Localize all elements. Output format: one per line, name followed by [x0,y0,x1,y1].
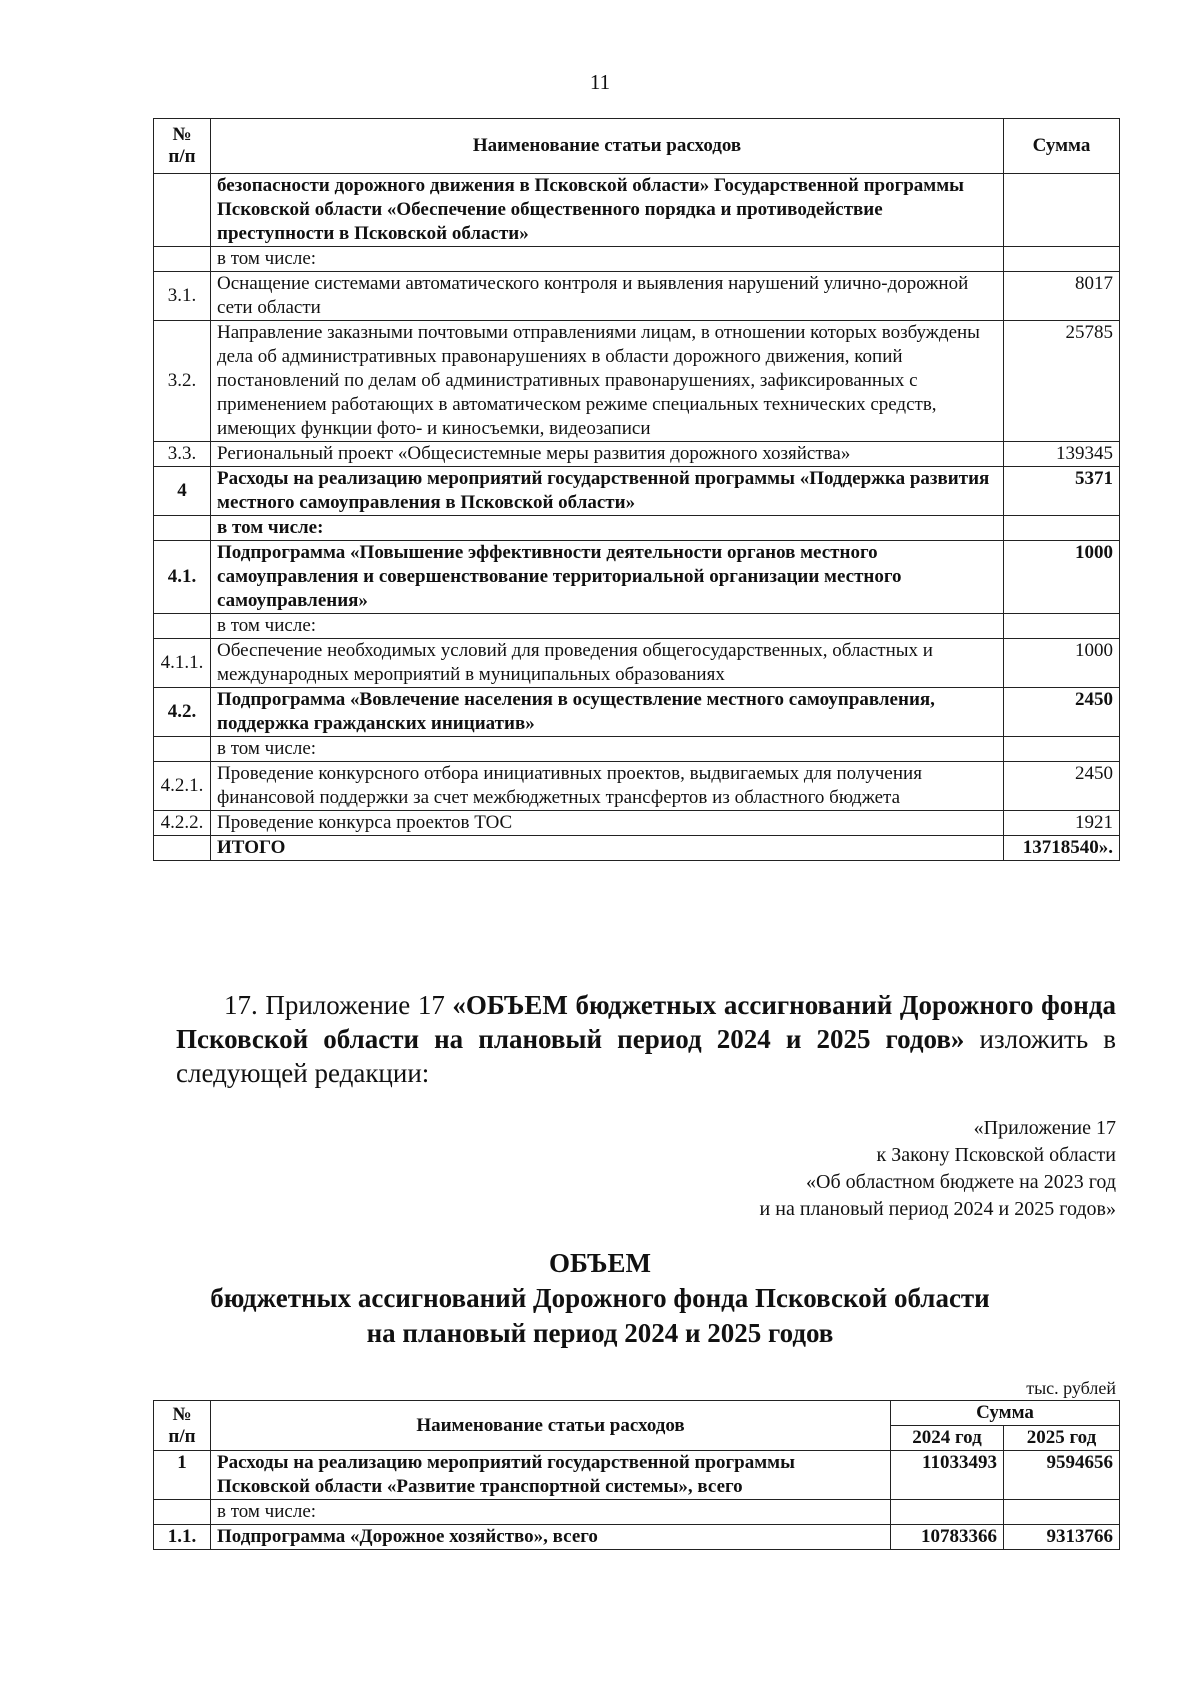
row-number: 3.3. [154,442,211,467]
table-row [154,516,1120,541]
table-row [154,762,1120,811]
row-name: Подпрограмма «Вовлечение населения в осуществление местного самоуправления, поддержка гражданских инициатив» [211,688,1004,737]
row-name: в том числе: [211,737,1004,762]
row-number: 4 [154,467,211,516]
table-row [154,1525,1120,1550]
appendix-ref-line: «Об областном бюджете на 2023 год [806,1171,1116,1193]
row-sum-2025 [1004,1500,1120,1525]
amendment-paragraph [176,988,1116,1090]
row-number: 4.1. [154,541,211,614]
document-heading [0,1246,1200,1351]
row-number [154,836,211,861]
table-row [154,442,1120,467]
row-sum: 13718540». [1004,836,1120,861]
units-label: тыс. рублей [1026,1378,1116,1398]
table-row [154,836,1120,861]
row-sum-2024: 10783366 [891,1525,1004,1550]
heading-line: ОБЪЕМ [549,1248,651,1278]
road-fund-table [153,1400,1120,1550]
row-number: 3.2. [154,321,211,442]
row-sum: 5371 [1004,467,1120,516]
row-sum: 2450 [1004,762,1120,811]
header-2024: 2024 год [891,1426,1004,1451]
header-2025: 2025 год [1004,1426,1120,1451]
row-number: 4.2.1. [154,762,211,811]
row-sum [1004,247,1120,272]
expenditure-table [153,118,1120,861]
row-name: Расходы на реализацию мероприятий государственной программы «Поддержка развития местного самоуправления в Псковской области» [211,467,1004,516]
row-sum: 25785 [1004,321,1120,442]
row-sum [1004,737,1120,762]
header-name: Наименование статьи расходов [211,1401,891,1451]
row-sum [1004,174,1120,247]
row-number: 4.2.2. [154,811,211,836]
row-sum: 8017 [1004,272,1120,321]
row-sum-2025: 9313766 [1004,1525,1120,1550]
header-sum: Сумма [891,1401,1120,1426]
row-name: в том числе: [211,247,1004,272]
row-sum-2025: 9594656 [1004,1451,1120,1500]
paragraph-title: «ОБЪЕМ бюджетных ассигнований Дорожного фонда Псковской области на плановый период 2024 и 2025 годов» [176,990,1116,1054]
row-sum: 139345 [1004,442,1120,467]
row-number [154,1500,211,1525]
row-name: ИТОГО [211,836,1004,861]
header-no: № п/п [154,1401,211,1451]
row-sum-2024 [891,1500,1004,1525]
row-name: в том числе: [211,516,1004,541]
page-number: 11 [589,70,611,94]
header-no: № п/п [154,119,211,174]
row-name: в том числе: [211,1500,891,1525]
row-name: Оснащение системами автоматического контроля и выявления нарушений улично-дорожной сети области [211,272,1004,321]
row-sum-2024: 11033493 [891,1451,1004,1500]
appendix-ref-line: «Приложение 17 [973,1117,1116,1139]
row-number [154,614,211,639]
table-row [154,811,1120,836]
row-name: Направление заказными почтовыми отправлениями лицам, в отношении которых возбуждены дела об административных правонарушениях в области дорожного движения, копий постановлений по делам об административных правонарушениях, зафиксированных с применением работающих в автоматическом режиме специальных технических средств, имеющих функции фото- и киносъемки, видеозаписи [211,321,1004,442]
header-sum: Сумма [1004,119,1120,174]
table-row [154,247,1120,272]
row-number [154,174,211,247]
row-sum [1004,614,1120,639]
row-name: Подпрограмма «Повышение эффективности деятельности органов местного самоуправления и совершенствование территориальной организации местного самоуправления» [211,541,1004,614]
row-number: 3.1. [154,272,211,321]
row-name: Региональный проект «Общесистемные меры развития дорожного хозяйства» [211,442,1004,467]
table-row [154,639,1120,688]
table-row [154,321,1120,442]
appendix-ref-line: и на плановый период 2024 и 2025 годов» [759,1198,1116,1220]
row-name: безопасности дорожного движения в Псковской области» Государственной программы Псковской области «Обеспечение общественного порядка и противодействие преступности в Псковской области» [211,174,1004,247]
table-row [154,174,1120,247]
row-sum: 1921 [1004,811,1120,836]
row-number: 4.1.1. [154,639,211,688]
table-row [154,737,1120,762]
table-row [154,272,1120,321]
table-row [154,541,1120,614]
row-sum: 1000 [1004,639,1120,688]
row-number: 1.1. [154,1525,211,1550]
row-sum: 1000 [1004,541,1120,614]
row-name: Подпрограмма «Дорожное хозяйство», всего [211,1525,891,1550]
heading-line: на плановый период 2024 и 2025 годов [366,1318,834,1348]
row-number: 4.2. [154,688,211,737]
row-number [154,247,211,272]
table-row [154,467,1120,516]
row-sum: 2450 [1004,688,1120,737]
row-number [154,516,211,541]
appendix-ref-line: к Закону Псковской области [876,1144,1116,1166]
row-sum [1004,516,1120,541]
table-row [154,1500,1120,1525]
row-name: Обеспечение необходимых условий для проведения общегосударственных, областных и международных мероприятий в муниципальных образованиях [211,639,1004,688]
row-number [154,737,211,762]
table-row [154,1451,1120,1500]
row-number: 1 [154,1451,211,1500]
appendix-reference [516,1115,1116,1223]
paragraph-tail: изложить в следующей редакции: [176,1024,1116,1088]
paragraph-lead: 17. Приложение 17 [224,990,453,1020]
row-name: Расходы на реализацию мероприятий государственной программы Псковской области «Развитие транспортной системы», всего [211,1451,891,1500]
row-name: Проведение конкурса проектов ТОС [211,811,1004,836]
table-row [154,688,1120,737]
table-row [154,614,1120,639]
heading-line: бюджетных ассигнований Дорожного фонда Псковской области [210,1283,990,1313]
header-name: Наименование статьи расходов [211,119,1004,174]
table-header-row [154,1401,1120,1426]
row-name: в том числе: [211,614,1004,639]
row-name: Проведение конкурсного отбора инициативных проектов, выдвигаемых для получения финансовой поддержки за счет межбюджетных трансфертов из областного бюджета [211,762,1004,811]
table-header-row [154,119,1120,174]
